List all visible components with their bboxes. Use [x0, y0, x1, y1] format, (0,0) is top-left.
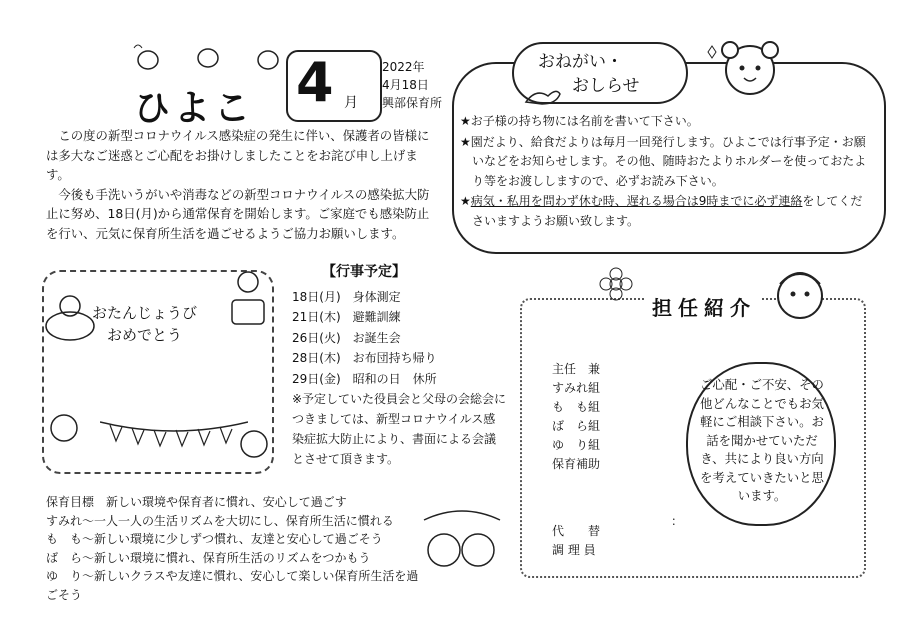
- schedule-row: [292, 307, 507, 328]
- notice-title-line-1: おねがい・: [538, 52, 623, 72]
- newsletter-title: [128, 62, 286, 129]
- schedule-date: 26日(火): [292, 330, 341, 345]
- notice-list: [460, 112, 870, 232]
- staff-role: ば ら組: [552, 419, 601, 433]
- schedule-heading: 【行事予定】: [322, 264, 406, 280]
- intro-paragraph-2: 今後も手洗いうがいや消毒などの新型コロナウイルスの感染拡大防止に努め、18日(月)から通常保育を開始します。ご家庭でも感染防止を行い、元気に保育所生活を過ごせるようご協力お願いします。: [46, 186, 430, 241]
- schedule-row: [292, 287, 507, 308]
- issue-date-block: [382, 58, 442, 112]
- schedule-date: 29日(金): [292, 371, 341, 386]
- schedule-event: 身体測定: [352, 289, 401, 304]
- goal-line: も も～新しい環境に少しずつ慣れ、友達と安心して過ごそう: [46, 532, 383, 547]
- staff-list: [552, 360, 600, 560]
- bunting-flags-icon: [100, 418, 248, 458]
- schedule-row: [292, 369, 507, 390]
- staff-role: も も組: [552, 400, 601, 414]
- bear-mascot-icon: [768, 262, 832, 324]
- facility-name: 興部保育所: [382, 96, 443, 110]
- month-unit: 月: [344, 95, 358, 111]
- bear-mascot-icon: [700, 30, 788, 104]
- flower-icon: [596, 264, 636, 304]
- staff-role: すみれ組: [552, 381, 601, 395]
- staff-title: 担任紹介: [646, 292, 762, 321]
- star-bullet: ★: [460, 194, 471, 208]
- birthday-message: [92, 302, 197, 346]
- notice-title-line-2: おしらせ: [572, 76, 640, 96]
- chick-basket-icon: [40, 290, 100, 346]
- issue-date: 4月18日: [382, 78, 429, 92]
- notice-underlined-text: 病気・私用を問わず休む時、遅れる場合は9時までに必ず連絡: [470, 194, 803, 208]
- event-schedule: [292, 262, 507, 469]
- chick-decoration-icon: [128, 42, 286, 72]
- title-text: ひよこ: [134, 88, 255, 129]
- staff-role: 代 替: [552, 524, 601, 538]
- staff-separator: ：: [671, 514, 684, 528]
- cake-chick-icon: [226, 268, 270, 330]
- schedule-event: お布団持ち帰り: [352, 351, 437, 365]
- staff-role: 調 理 員: [552, 543, 596, 557]
- schedule-note: ※予定していた役員会と父母の会総会につきましては、新型コロナウイルス感染症拡大防止により、書面による会議とさせて頂きます。: [292, 392, 507, 466]
- bird-icon: [522, 84, 562, 112]
- birthday-line-1: おたんじょうび: [92, 304, 198, 322]
- goal-line: ば ら～新しい環境に慣れ、保育所生活のリズムをつかもう: [46, 550, 371, 565]
- schedule-event: 昭和の日 休所: [352, 371, 437, 386]
- schedule-row: [292, 328, 507, 349]
- intro-paragraph-1: この度の新型コロナウイルス感染症の発生に伴い、保護者の皆様には多大なご迷惑とご心配をお掛けしましたことをお詫び申し上げます。: [46, 128, 430, 182]
- month-badge: [286, 50, 382, 122]
- intro-message: [46, 126, 430, 243]
- schedule-date: 18日(月): [292, 289, 341, 304]
- issue-year: 2022年: [382, 60, 425, 74]
- schedule-row: [292, 348, 507, 369]
- goal-line: ゆ り～新しいクラスや友達に慣れ、安心して楽しい保育所生活を過ごそう: [46, 569, 419, 602]
- staff-role: 主任 兼: [552, 362, 601, 376]
- birthday-line-2: おめでとう: [107, 326, 183, 344]
- consultation-message: ご心配・ご不安、その他どんなことでもお気軽にご相談下さい。お話を聞かせていただき、共により良い方向を考えていきたいと思います。: [700, 377, 824, 503]
- schedule-event: お誕生会: [352, 330, 401, 345]
- month-number: 4: [296, 51, 334, 114]
- goal-line: すみれ～一人一人の生活リズムを大切にし、保育所生活に慣れる: [46, 513, 394, 528]
- notice-item: ★園だより、給食だよりは毎月一回発行します。ひよこでは行事予定・お願いなどをお知らせします。その他、随時おたよりホルダーを使っておたより等をお渡ししますので、必ずお読み下さい。: [460, 134, 867, 188]
- spacer: [552, 474, 600, 522]
- staff-role: ゆ り組: [552, 438, 601, 452]
- chick-icon: [46, 406, 82, 446]
- schedule-date: 28日(木): [292, 351, 341, 365]
- notice-item: ★お子様の持ち物には名前を書いて下さい。: [460, 114, 699, 128]
- childcare-goals: [46, 493, 426, 605]
- schedule-date: 21日(木): [292, 310, 341, 324]
- children-illustration-icon: [418, 506, 504, 584]
- chick-icon: [236, 422, 272, 462]
- notice-text: をしてくださいますようお願い致します。: [472, 194, 863, 228]
- goal-line: 保育目標 新しい環境や保育者に慣れ、安心して過ごす: [46, 495, 347, 509]
- notice-item: [460, 192, 870, 231]
- schedule-event: 避難訓練: [352, 310, 401, 324]
- staff-role: 保育補助: [552, 457, 601, 471]
